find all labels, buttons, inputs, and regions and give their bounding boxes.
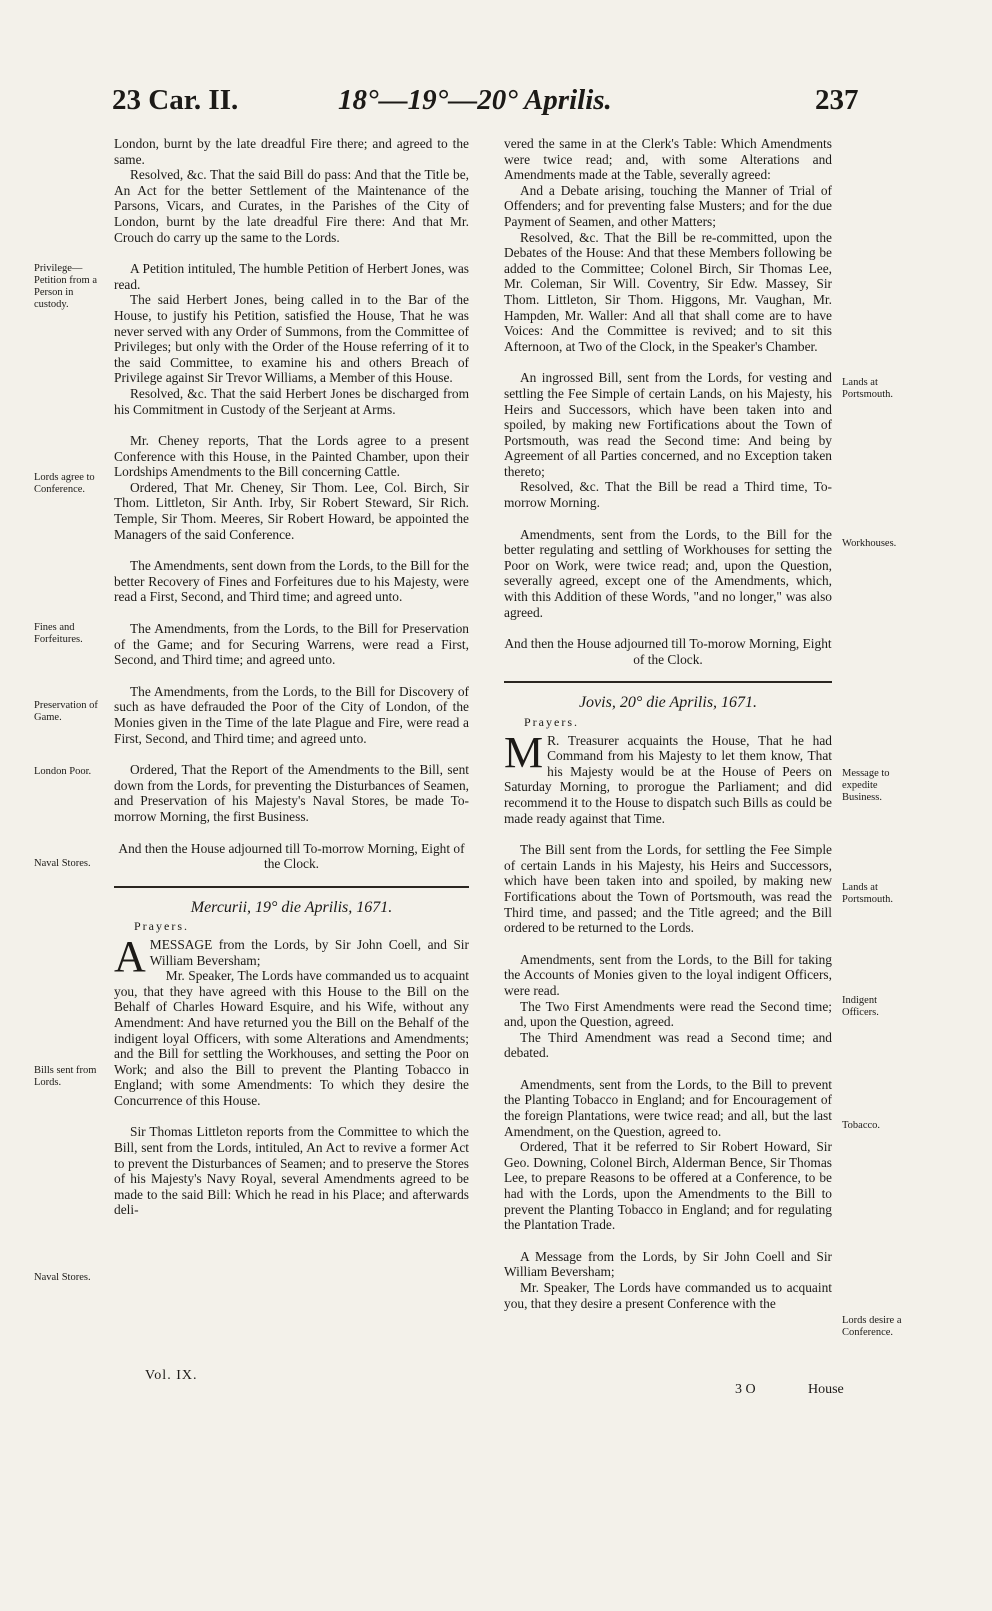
date-heading: 18°—19°—20° Aprilis. (338, 84, 612, 116)
margin-note-expedite: Message to expedite Business. (842, 768, 890, 803)
paragraph: Resolved, &c. That the said Bill do pass: And that the Title be, An Act for the better Settlement of the Maintenance of the Parsons, Vicars, and Curates, in the Parishes of the City of London, burnt by the late dreadful Fire there: And that Mr. Crouch do carry up the same to the Lords. (114, 167, 469, 245)
page-number: 237 (815, 84, 859, 116)
margin-note-indigent: Indigent Officers. (842, 995, 879, 1018)
section-divider (114, 886, 469, 888)
paragraph: The Amendments, from the Lords, to the Bill for Preservation of the Game; and for Securing Warrens, were read a First, Second, and Third time; and agreed unto. (114, 621, 469, 668)
paragraph: The Two First Amendments were read the Second time; and, upon the Question, agreed. (504, 998, 832, 1030)
paragraph: A Petition intituled, The humble Petition of Herbert Jones, was read. (114, 261, 469, 292)
adjournment: And then the House adjourned till To-morrow Morning, Eight of the Clock. (118, 840, 465, 872)
paragraph: Mr. Speaker, The Lords have commanded us to acquaint you, that they have agreed with this House to the Bill on the Behalf of Charles Howard Esquire, and his Wife, without any Amendment: And have returned you the Bill on the Behalf of the indigent loyal Officers, with some Alterations and Amendments; and the Bill for settling the Workhouses, and setting the Poor on Work; and also the Bill to prevent the Planting Tobacco in England; with some Amendments: To which they desire the Concurrence of this House. (114, 968, 469, 1108)
margin-note-portsmouth-2: Lands at Portsmouth. (842, 882, 894, 905)
right-column (504, 136, 832, 1311)
margin-note-workhouses: Workhouses. (842, 538, 897, 549)
margin-note-naval-stores: Naval Stores. (34, 858, 91, 869)
message-text: MESSAGE from the Lords, by Sir John Coell, and Sir William Beversham; (149, 936, 469, 968)
message-text: R. Treasurer acquaints the House, That he had Command from his Majesty to let them know, That his Majesty would be at the House of Peers on Saturday Morning, to prorogue the Parliament; and did recommend it to the House to dispatch such Bills as could be made ready against that Time. (504, 732, 832, 826)
margin-note-bills-sent: Bills sent from Lords. (34, 1065, 97, 1088)
catchword: House (808, 1382, 844, 1397)
paragraph: A Message from the Lords, by Sir John Coell and Sir William Beversham; (504, 1248, 832, 1280)
volume-label: Vol. IX. (145, 1368, 198, 1383)
paragraph: The Amendments, from the Lords, to the Bill for Discovery of such as have defrauded the Poor of the City of London, of the Monies given in the Time of the late Plague and Fire, were read a First, Second, and Third time; and agreed unto. (114, 683, 469, 746)
paragraph: London, burnt by the late dreadful Fire there; and agreed to the same. (114, 136, 469, 167)
margin-note-lords-agree: Lords agree to Conference. (34, 472, 95, 495)
paragraph: Ordered, That it be referred to Sir Robert Howard, Sir Geo. Downing, Colonel Birch, Alderman Bence, Sir Thomas Lee, to prepare Reasons to be offered at a Conference, to be had with the Lords, upon the Amendments to the Bill to prevent the Planting Tobacco in England; and for regulating the Plantation Trade. (504, 1139, 832, 1233)
paragraph: Amendments, sent from the Lords, to the Bill for the better regulating and settling of Workhouses for setting the Poor on Work, were twice read; and, upon the Question, severally agreed, except one of the Amendments, which, with this Addition of these Words, "and no longer," was also agreed. (504, 526, 832, 620)
prayers-label: Prayers. (524, 715, 579, 729)
regnal-year: 23 Car. II. (112, 84, 239, 116)
section-divider (504, 681, 832, 683)
margin-note-portsmouth: Lands at Portsmouth. (842, 377, 894, 400)
drop-cap: A (114, 931, 146, 981)
paragraph: The said Herbert Jones, being called in to the Bar of the House, to justify his Petition, satisfied the House, That he was never served with any Order of Summons, from the Committee of Privileges; but only with the Order of the House referring of it to the said Committee, to examine his and others Breach of Privilege against Sir Trevor Williams, a Member of this House. (114, 292, 469, 386)
paragraph: Ordered, That the Report of the Amendments to the Bill, sent down from the Lords, for preventing the Disturbances of Seamen, and Preservation of his Majesty's Naval Stores, be made To-morrow Morning, the first Business. (114, 762, 469, 824)
paragraph: Amendments, sent from the Lords, to the Bill to prevent the Planting Tobacco in England; and for Encouragement of the foreign Plantations, were twice read; and all, but the last Amendment, on the Question, agreed to. (504, 1076, 832, 1139)
margin-note-lords-desire: Lords desire a Conference. (842, 1315, 902, 1338)
margin-note-game: Preservation of Game. (34, 700, 98, 723)
paragraph: vered the same in at the Clerk's Table: Which Amendments were twice read; and, with some Alterations and Amendments made at the Table, severally agreed: (504, 136, 832, 183)
paragraph (114, 931, 469, 981)
drop-cap: M (504, 727, 544, 777)
margin-note-tobacco: Tobacco. (842, 1120, 881, 1131)
paragraph: Resolved, &c. That the Bill be re-committed, upon the Debates of the House: And that these Members following be added to the Committee; Colonel Birch, Sir Thomas Lee, Mr. Coleman, Sir Will. Coventry, Sir Edw. Massey, Sir Thom. Littleton, Sir Thom. Higgons, Mr. Vaughan, Mr. Hampden, Mr. Waller: And all that shall come are to have Voices: And the Committee is revived; and to sit this Afternoon, at Two of the Clock, in the Speaker's Chamber. (504, 229, 832, 354)
day-heading: Mercurii, 19° die Aprilis, 1671. (190, 898, 393, 916)
paragraph: Resolved, &c. That the Bill be read a Third time, To-morrow Morning. (504, 479, 832, 511)
margin-note-fines: Fines and Forfeitures. (34, 622, 83, 645)
margin-note-privilege: Privilege—Petition from a Person in custody. (34, 263, 97, 310)
left-column (114, 136, 469, 1218)
paragraph: Mr. Speaker, The Lords have commanded us to acquaint you, that they desire a present Conference with the (504, 1280, 832, 1311)
paragraph: Mr. Cheney reports, That the Lords agree to a present Conference with this House, in the Painted Chamber, upon their Lordships Amendments to the Bill concerning Cattle. (114, 433, 469, 480)
day-heading: Jovis, 20° die Aprilis, 1671. (578, 694, 758, 712)
signature-mark: 3 O (735, 1382, 756, 1397)
adjournment: And then the House adjourned till To-morow Morning, Eight of the Clock. (504, 636, 832, 667)
margin-note-london-poor: London Poor. (34, 766, 92, 777)
paragraph: Ordered, That Mr. Cheney, Sir Thom. Lee, Col. Birch, Sir Thom. Littleton, Sir Anth. Irby, Sir Robert Steward, Sir Rich. Temple, Sir Thom. Meeres, Sir Robert Howard, be appointed the Managers of the said Conference. (114, 479, 469, 542)
paragraph: And a Debate arising, touching the Manner of Trial of Offenders; and for preventing false Musters; and for the due Payment of Seamen, and other Matters; (504, 182, 832, 229)
paragraph: Sir Thomas Littleton reports from the Committee to which the Bill, sent from the Lords, intituled, An Act to revive a former Act to prevent the Disturbances of Seamen; and to preserve the Stores of his Majesty's Navy Royal, several Amendments agreed to be made to the said Bill: Which he read in his Place; and afterwards deli- (114, 1124, 469, 1218)
paragraph (504, 727, 832, 827)
page-header (0, 84, 992, 124)
margin-note-naval-stores-2: Naval Stores. (34, 1272, 91, 1283)
paragraph: An ingrossed Bill, sent from the Lords, for vesting and settling the Fee Simple of certain Lands, on his Majesty, his Heirs and Successors, which have been taken into and spoiled, by making new Fortifications about the Town of Portsmouth, was read the Second time: And being by Agreement of all Parties concerned, and no Exception taken thereto; (504, 370, 832, 479)
paragraph: The Amendments, sent down from the Lords, to the Bill for the better Recovery of Fines and Forfeitures due to his Majesty, were read a First, Second, and Third time; and agreed unto. (114, 558, 469, 605)
paragraph: Resolved, &c. That the said Herbert Jones be discharged from his Commitment in Custody of the Serjeant at Arms. (114, 385, 469, 417)
prayers-label: Prayers. (134, 919, 189, 934)
paragraph: The Bill sent from the Lords, for settling the Fee Simple of certain Lands in his Majesty, his Heirs and Successors, which have been taken into and spoiled, by making new Fortifications about the Town of Portsmouth, was read the Third time, and passed; and the Title agreed; and the Bill ordered to be returned to the Lords. (504, 842, 832, 936)
paragraph: The Third Amendment was read a Second time; and debated. (504, 1029, 832, 1061)
paragraph: Amendments, sent from the Lords, to the Bill for taking the Accounts of Monies given to the loyal indigent Officers, were read. (504, 951, 832, 998)
